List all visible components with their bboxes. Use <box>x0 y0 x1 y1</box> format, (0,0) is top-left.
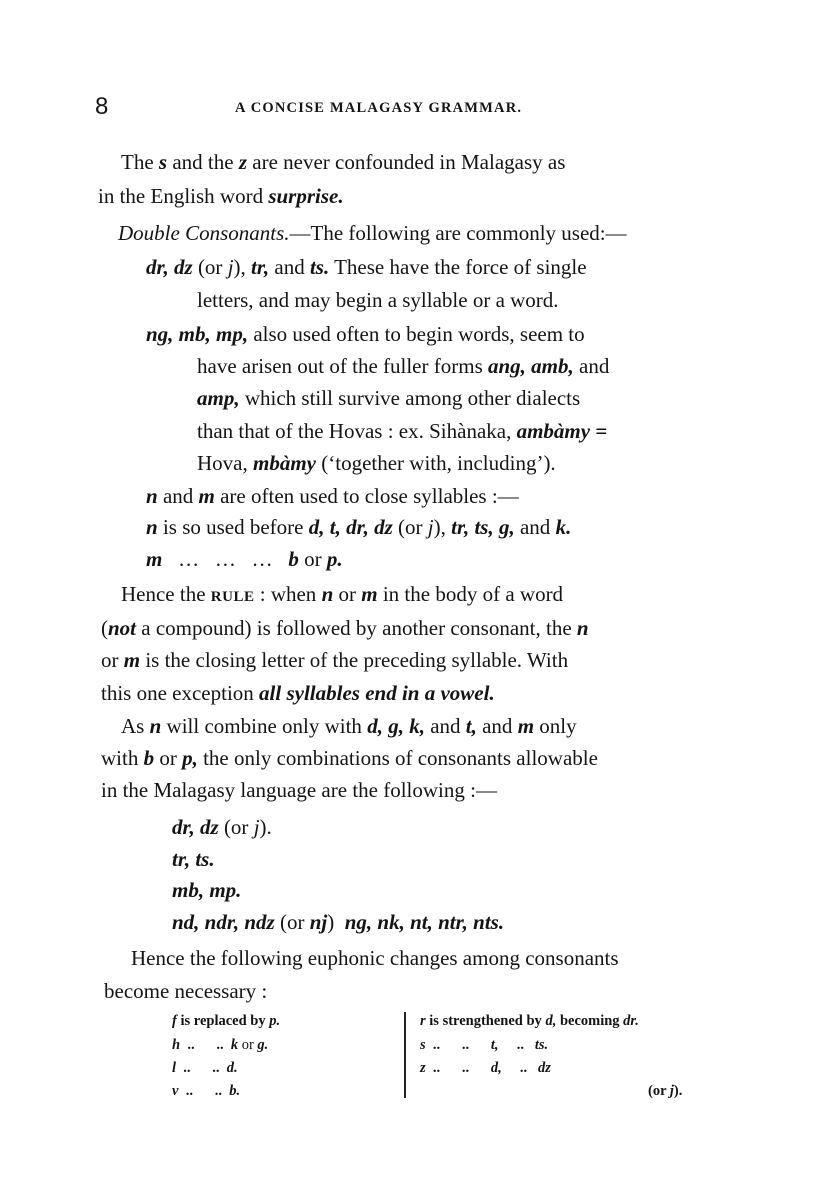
table-right-row-3: z .. .. d, .. dz <box>420 1060 551 1076</box>
table-right-row-2: s .. .. t, .. ts. <box>420 1037 549 1053</box>
table-divider <box>404 1012 406 1098</box>
running-title: A CONCISE MALAGASY GRAMMAR. <box>235 100 523 116</box>
para3-line1: As n will combine only with d, g, k, and t, and m only <box>121 714 577 738</box>
para1-line2: in the English word surprise. <box>98 184 344 208</box>
double-consonants-heading: Double Consonants.—The following are commonly used:— <box>118 221 627 245</box>
table-left-row-4: v .. .. b. <box>172 1083 241 1099</box>
para3-line2: with b or p, the only combinations of consonants allowable <box>101 746 598 770</box>
rule-line1: Hence the rule : when n or m in the body of a word <box>121 582 564 606</box>
dc-line6: than that of the Hovas : ex. Sihànaka, ambàmy = <box>197 419 608 443</box>
combination-4: nd, ndr, ndz (or nj) ng, nk, nt, ntr, nts. <box>172 910 505 934</box>
rule-line3: or m is the closing letter of the preceding syllable. With <box>101 648 569 672</box>
combination-1: dr, dz (or j). <box>172 815 272 839</box>
table-left-row-1: f is replaced by p. <box>172 1013 281 1029</box>
para3-line3: in the Malagasy language are the following :— <box>101 778 497 802</box>
dc-line1: dr, dz (or j), tr, and ts. These have the force of single <box>146 255 587 279</box>
page-number: 8 <box>95 93 109 120</box>
dc-line10: m … … … b or p. <box>146 547 343 571</box>
dc-line2: letters, and may begin a syllable or a word. <box>197 288 559 312</box>
combination-3: mb, mp. <box>172 878 242 902</box>
table-left-row-2: h .. .. k or g. <box>172 1037 269 1053</box>
table-right-row-4: (or j). <box>648 1083 683 1099</box>
dc-line7: Hova, mbàmy (‘together with, including’). <box>197 451 556 475</box>
rule-line4: this one exception all syllables end in a vowel. <box>101 681 495 705</box>
para1-line1: The s and the z are never confounded in Malagasy as <box>121 150 566 174</box>
combination-2: tr, ts. <box>172 847 215 871</box>
para4-line2: become necessary : <box>104 979 268 1003</box>
para4-line1: Hence the following euphonic changes among consonants <box>131 946 619 970</box>
dc-line3: ng, mb, mp, also used often to begin words, seem to <box>146 322 585 346</box>
dc-line4: have arisen out of the fuller forms ang, amb, and <box>197 354 610 378</box>
dc-line8: n and m are often used to close syllables :— <box>146 484 519 508</box>
dc-line9: n is so used before d, t, dr, dz (or j), tr, ts, g, and k. <box>146 515 572 539</box>
dc-line5: amp, which still survive among other dialects <box>197 386 581 410</box>
table-right-row-1: r is strengthened by d, becoming dr. <box>420 1013 639 1029</box>
rule-line2: (not a compound) is followed by another consonant, the n <box>101 616 589 640</box>
table-left-row-3: l .. .. d. <box>172 1060 238 1076</box>
